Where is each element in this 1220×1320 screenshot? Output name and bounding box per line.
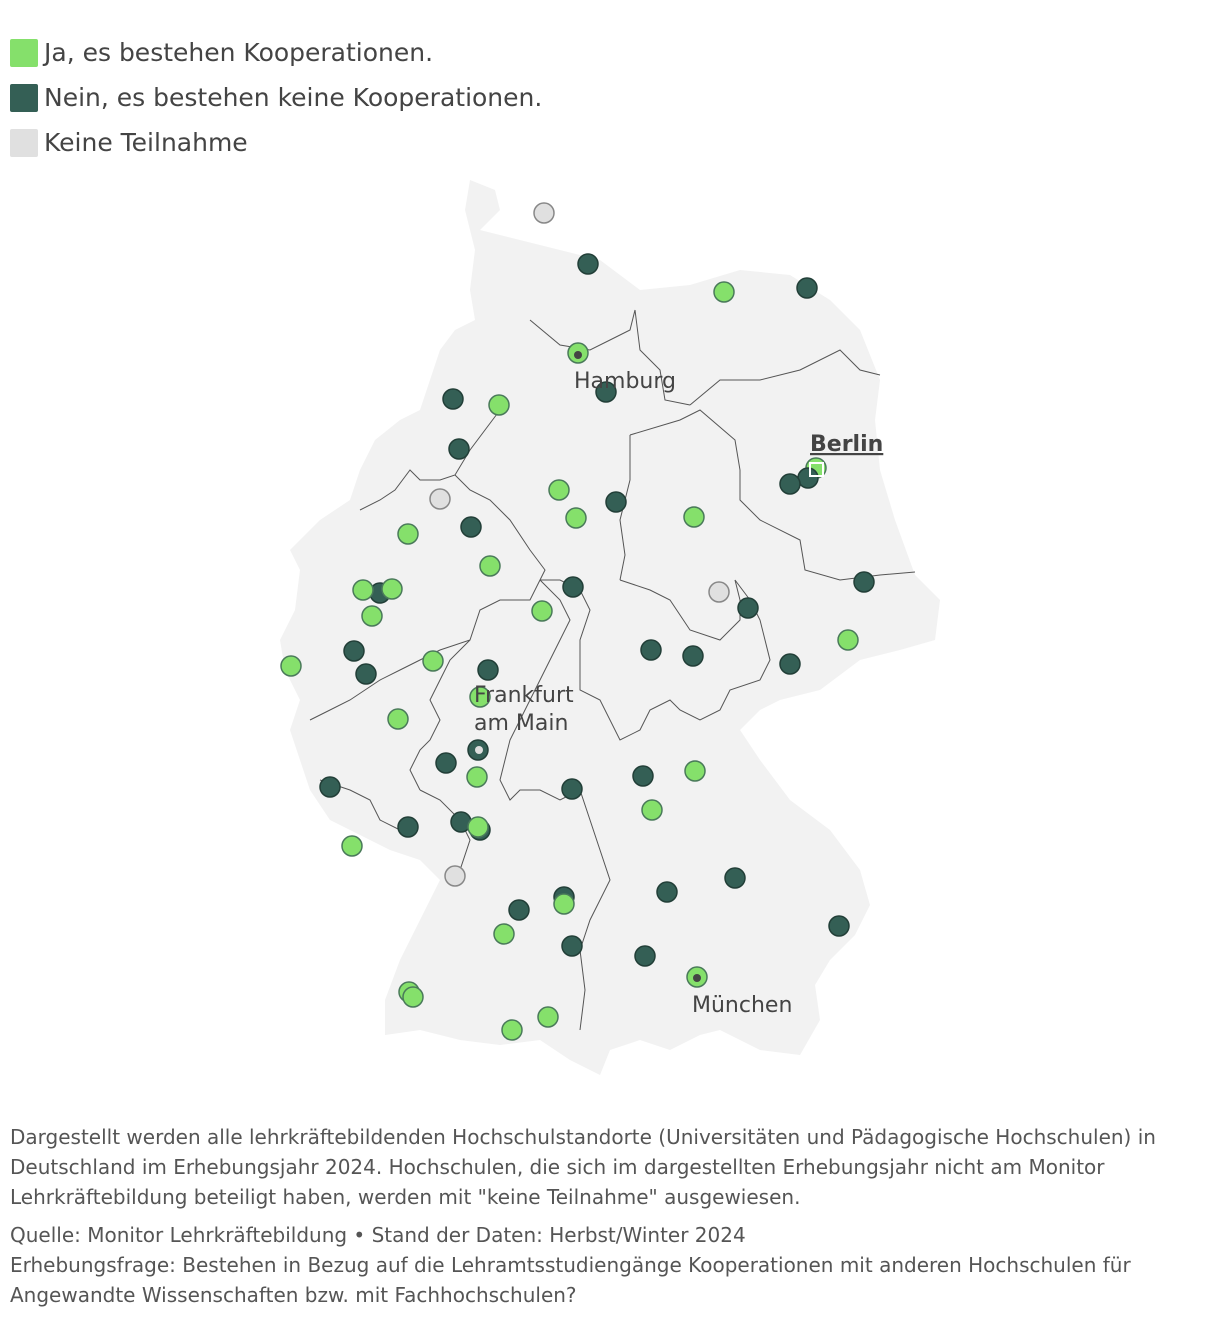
- university-point-no[interactable]: [738, 598, 758, 618]
- germany-outline: [280, 180, 940, 1075]
- university-point-no[interactable]: [563, 577, 583, 597]
- university-point-yes[interactable]: [382, 579, 402, 599]
- city-label-frankfurt-line2: am Main: [474, 711, 569, 736]
- university-point-no[interactable]: [449, 439, 469, 459]
- university-point-yes[interactable]: [467, 767, 487, 787]
- university-point-no[interactable]: [797, 278, 817, 298]
- university-point-yes[interactable]: [494, 924, 514, 944]
- university-point-yes[interactable]: [362, 606, 382, 626]
- university-point-yes[interactable]: [480, 556, 500, 576]
- university-point-no[interactable]: [635, 946, 655, 966]
- university-point-yes[interactable]: [423, 651, 443, 671]
- university-point-none[interactable]: [445, 866, 465, 886]
- legend-label-yes: Ja, es bestehen Kooperationen.: [44, 38, 434, 67]
- university-point-no[interactable]: [398, 817, 418, 837]
- footer-description: Dargestellt werden alle lehrkräftebildenden Hochschulstandorte (Universitäten und Pädagogische Hochschulen) in Deutschland im Erhebungsjahr 2024. Hochschulen, die sich im dargestellten Erhebungsjahr nicht am Monitor Lehrkräftebildung beteiligt haben, werden mit "keine Teilnahme" ausgewiesen.: [10, 1125, 1156, 1209]
- city-center-dot: [693, 974, 701, 982]
- university-point-yes[interactable]: [398, 524, 418, 544]
- university-point-yes[interactable]: [685, 761, 705, 781]
- university-point-no[interactable]: [780, 654, 800, 674]
- university-point-no[interactable]: [683, 646, 703, 666]
- university-point-yes[interactable]: [549, 480, 569, 500]
- university-point-yes[interactable]: [566, 508, 586, 528]
- legend-swatch-none: [10, 129, 38, 157]
- university-point-yes[interactable]: [342, 836, 362, 856]
- university-point-no[interactable]: [854, 572, 874, 592]
- university-point-no[interactable]: [320, 777, 340, 797]
- footer-question: Erhebungsfrage: Bestehen in Bezug auf die Lehramtsstudiengänge Kooperationen mit anderen Hochschulen für Angewandte Wissenschaften bzw. mit Fachhochschulen?: [10, 1253, 1131, 1307]
- legend-item-none[interactable]: [10, 120, 542, 165]
- university-point-no[interactable]: [829, 916, 849, 936]
- university-point-yes[interactable]: [403, 987, 423, 1007]
- university-point-no[interactable]: [356, 664, 376, 684]
- university-point-no[interactable]: [509, 900, 529, 920]
- city-label-muenchen: München: [692, 993, 793, 1018]
- footer-meta: [10, 1220, 1205, 1310]
- university-point-no[interactable]: [562, 779, 582, 799]
- university-point-yes[interactable]: [489, 395, 509, 415]
- legend: [10, 30, 542, 165]
- legend-label-none: Keine Teilnahme: [44, 128, 248, 157]
- university-point-yes[interactable]: [538, 1007, 558, 1027]
- university-point-no[interactable]: [344, 641, 364, 661]
- university-point-yes[interactable]: [642, 800, 662, 820]
- university-point-no[interactable]: [436, 753, 456, 773]
- university-point-no[interactable]: [478, 660, 498, 680]
- university-point-yes[interactable]: [838, 630, 858, 650]
- university-point-no[interactable]: [443, 389, 463, 409]
- university-point-no[interactable]: [461, 517, 481, 537]
- university-point-no[interactable]: [606, 492, 626, 512]
- footer: [10, 1122, 1205, 1310]
- university-point-yes[interactable]: [388, 709, 408, 729]
- university-point-yes[interactable]: [554, 894, 574, 914]
- footer-source: Quelle: Monitor Lehrkräftebildung • Stand der Daten: Herbst/Winter 2024: [10, 1223, 746, 1247]
- city-center-dot: [475, 746, 483, 754]
- university-point-yes[interactable]: [532, 601, 552, 621]
- university-point-yes[interactable]: [684, 507, 704, 527]
- university-point-no[interactable]: [657, 882, 677, 902]
- university-point-no[interactable]: [578, 254, 598, 274]
- germany-map: [0, 160, 1220, 1100]
- legend-swatch-yes: [10, 39, 38, 67]
- university-point-none[interactable]: [430, 489, 450, 509]
- city-label-frankfurt-line1: Frankfurt: [474, 683, 574, 708]
- legend-label-no: Nein, es bestehen keine Kooperationen.: [44, 83, 543, 112]
- legend-item-no[interactable]: [10, 75, 542, 120]
- university-point-yes[interactable]: [468, 817, 488, 837]
- university-point-yes[interactable]: [714, 282, 734, 302]
- university-point-no[interactable]: [780, 474, 800, 494]
- university-point-yes[interactable]: [281, 656, 301, 676]
- city-center-dot: [574, 351, 582, 359]
- university-point-no[interactable]: [641, 640, 661, 660]
- university-point-yes[interactable]: [353, 580, 373, 600]
- university-point-no[interactable]: [798, 468, 818, 488]
- university-point-no[interactable]: [725, 868, 745, 888]
- city-label-berlin: Berlin: [810, 432, 884, 457]
- university-point-yes[interactable]: [502, 1020, 522, 1040]
- university-point-none[interactable]: [709, 582, 729, 602]
- university-point-none[interactable]: [534, 203, 554, 223]
- city-label-hamburg: Hamburg: [574, 369, 676, 394]
- legend-item-yes[interactable]: [10, 30, 542, 75]
- university-point-no[interactable]: [633, 766, 653, 786]
- university-point-no[interactable]: [562, 936, 582, 956]
- legend-swatch-no: [10, 84, 38, 112]
